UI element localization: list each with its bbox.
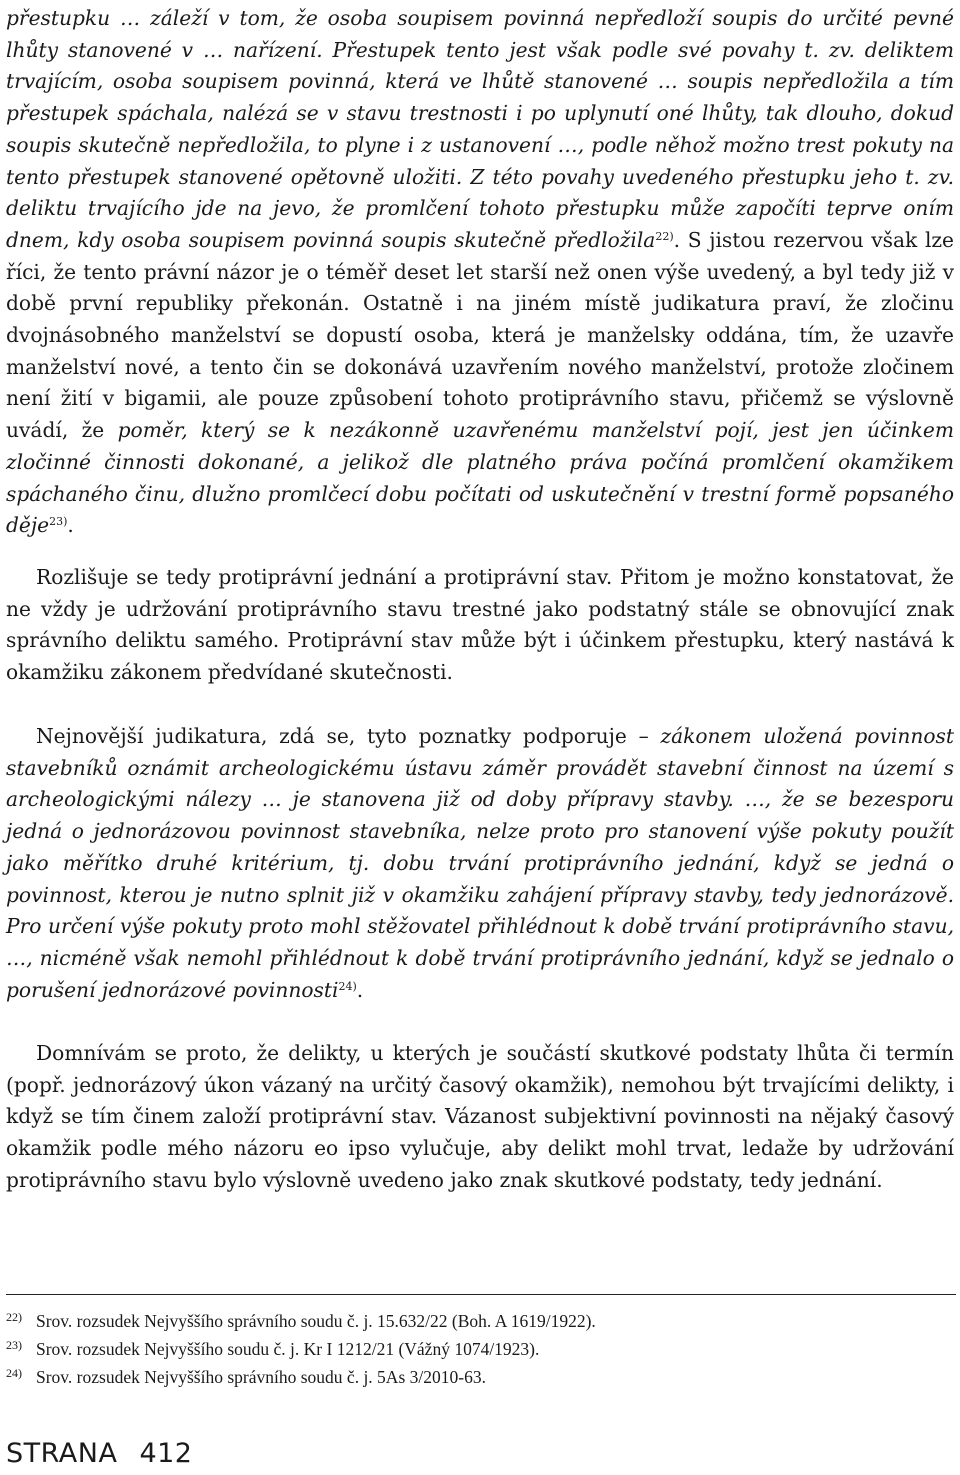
footnote-text: Srov. rozsudek Nejvyššího správního soudu č. j. 15.632/22 (Boh. A 1619/1922).	[36, 1311, 596, 1331]
text-run: Rozlišuje se tedy protiprávní jednání a protiprávní stav. Přitom je možno konstatovat, že ne vždy je udržování protiprávního stavu trestné jako podstatný stále se obnovující znak správního deliktu samého. Protiprávní stav může být i účinkem přestupku, který nastává k okamžiku zákonem předvídané skutečnosti.	[6, 565, 954, 685]
text-run: .	[356, 977, 364, 1002]
italic-quote: přestupku … záleží v tom, že osoba soupisem povinná nepředloží soupis do určité pevné lhůty stanovené v … nařízení. Přestupek tento jest však podle své povahy t. zv. deliktem trvajícím, osoba soupisem povinná, která ve lhůtě stanovené … soupis nepředložila a tím přestupek spáchala, nalézá se v stavu trestnosti i po uplynutí oné lhůty, tak dlouho, dokud soupis skutečně nepředložila, to plyne i z ustanovení …, podle něhož možno trest pokuty na tento přestupek stanovené opětovně uložiti. Z této povahy uvedeného přestupku jeho t. zv. deliktu trvajícího jde na jevo, že promlčení tohoto přestupku může započíti teprve oním dnem, kdy osoba soupisem povinná soupis skutečně předložila	[6, 6, 954, 252]
footnote	[6, 1334, 539, 1360]
paragraph-4	[6, 1038, 954, 1197]
text-run: Nejnovější judikatura, zdá se, tyto poznatky podporuje –	[36, 724, 661, 748]
footnote	[6, 1362, 486, 1388]
page-footer	[6, 1438, 192, 1470]
paragraph-1	[6, 3, 954, 542]
footnote-separator	[6, 1294, 956, 1295]
page-number: 412	[139, 1438, 193, 1469]
italic-quote: zákonem uložená povinnost stavebníků oznámit archeologickému ústavu záměr provádět stavební činnost na území s archeologickými nálezy … je stanovena již od doby přípravy stavby. …, že se bezesporu jedná o jednorázovou povinnost stavebníka, nelze proto pro stanovení výše pokuty použít jako měřítko druhé kritérium, tj. dobu trvání protiprávního jednání, když se jedná o povinnost, kterou je nutno splnit již v okamžiku zahájení přípravy stavby, tedy jednorázově. Pro určení výše pokuty proto mohl stěžovatel přihlédnout k době trvání protiprávního stavu, …, nicméně však nemohl přihlédnout k době trvání protiprávního jednání, když se jednalo o porušení jednorázové povinnosti	[6, 724, 954, 1002]
text-run: Domnívám se proto, že delikty, u kterých je součástí skutkové podstaty lhůta či termín (popř. jednorázový úkon vázaný na určitý časový okamžik), nemohou být trvajícími delikty, i když se tím činem založí protiprávní stav. Vázanost subjektivní povinnosti na nějaký časový okamžik podle mého názoru eo ipso vylučuje, aby delikt mohl trvat, ledaže by udržování protiprávního stavu bylo výslovně uvedeno jako znak skutkové podstaty, tedy jednání.	[6, 1041, 954, 1192]
text-run: .	[67, 513, 74, 538]
italic-quote: poměr, který se k nezákonně uzavřenému manželství pojí, jest jen účinkem zločinné činnosti dokonané, a jelikož dle platného práva počíná promlčení okamžikem spáchaného činu, dlužno promlčecí dobu počítati od uskutečnění v trestní formě popsaného děje	[6, 418, 954, 538]
footnote-number: 24)	[6, 1366, 22, 1380]
footnote-text: Srov. rozsudek Nejvyššího správního soudu č. j. 5As 3/2010-63.	[36, 1367, 486, 1387]
paragraph-2	[6, 562, 954, 689]
footnote-number: 23)	[6, 1338, 22, 1352]
text-run: . S jistou rezervou však lze říci, že tento právní názor je o téměř deset let starší než onen výše uvedený, a byl tedy již v době první republiky překonán. Ostatně i na jiném místě judikatura praví, že zločinu dvojnásobného manželství se dopustí osoba, která je manželsky oddána, tím, že uzavře manželství nové, a tento čin se dokonává uzavřením nového manželství, protože zločinem není žití v bigamii, ale pouze způsobení tohoto protiprávního stavu, přičemž se výslovně uvádí, že	[6, 227, 954, 443]
footnote-reference: 22)	[655, 229, 674, 243]
page-label: STRANA	[6, 1438, 118, 1469]
footnote-reference: 23)	[49, 515, 68, 529]
footnote-number: 22)	[6, 1310, 22, 1324]
footnote-text: Srov. rozsudek Nejvyššího soudu č. j. Kr I 1212/21 (Vážný 1074/1923).	[36, 1339, 540, 1359]
paragraph-3	[6, 721, 954, 1006]
footnote-reference: 24)	[338, 979, 357, 993]
footnote	[6, 1306, 596, 1332]
